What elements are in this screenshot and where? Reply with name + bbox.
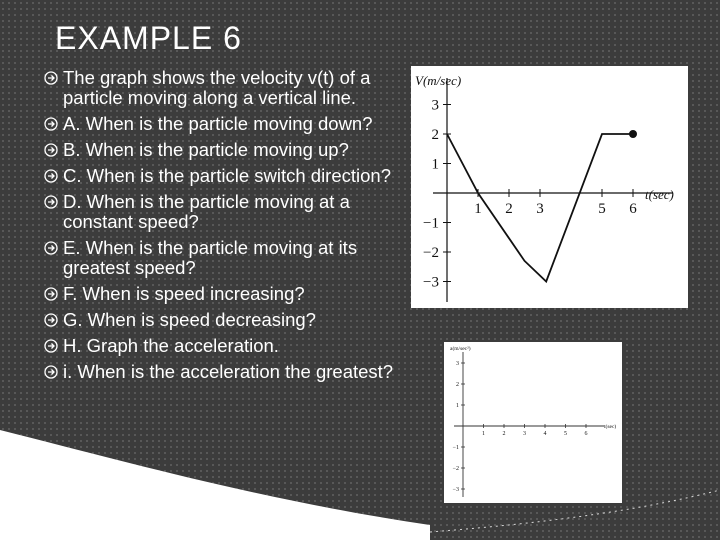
list-item [44, 336, 416, 356]
y-tick-label: 1 [431, 156, 439, 173]
circled-arrow-icon [44, 241, 58, 255]
x-tick-label: 3 [536, 201, 544, 217]
x-tick-label: 5 [598, 201, 606, 217]
velocity-graph-card [411, 66, 688, 308]
list-item [44, 284, 416, 304]
acceleration-graph-card [444, 342, 622, 503]
bullet-text: C. When is the particle switch direction? [63, 165, 391, 186]
y-tick-label: −3 [423, 274, 439, 291]
y-axis-label: a(m/sec²) [450, 346, 471, 352]
bullet-text: F. When is speed increasing? [63, 283, 305, 304]
y-tick-label: −2 [423, 245, 439, 261]
x-axis-label: t(sec) [645, 187, 674, 202]
list-item [44, 114, 416, 134]
y-tick-label: 2 [431, 127, 439, 143]
circled-arrow-icon [44, 287, 58, 301]
slide-title: EXAMPLE 6 [55, 20, 242, 56]
bullet-text: D. When is the particle moving at a constant speed? [63, 191, 350, 232]
bullet-text: E. When is the particle moving at its greatest speed? [63, 237, 358, 278]
bullet-text: H. Graph the acceleration. [63, 335, 279, 356]
circled-arrow-icon [44, 365, 58, 379]
circled-arrow-icon [44, 143, 58, 157]
y-tick-label: −2 [452, 466, 459, 472]
velocity-chart [411, 66, 688, 308]
list-item [44, 166, 416, 186]
x-tick-label: 2 [502, 431, 506, 437]
y-tick-label: −3 [452, 487, 459, 493]
x-tick-label: 1 [482, 431, 485, 437]
list-item [44, 362, 416, 382]
y-tick-label: 2 [456, 382, 459, 388]
circled-arrow-icon [44, 195, 58, 209]
list-item [44, 238, 416, 278]
endpoint-marker [629, 130, 637, 138]
question-list [44, 68, 416, 388]
circled-arrow-icon [44, 169, 58, 183]
y-axis-label: V(m/sec) [415, 73, 462, 88]
circled-arrow-icon [44, 117, 58, 131]
y-tick-label: 3 [431, 97, 439, 114]
x-tick-label: 5 [564, 431, 567, 437]
list-item [44, 68, 416, 108]
x-tick-label: 1 [474, 201, 482, 217]
acceleration-chart [444, 342, 622, 503]
circled-arrow-icon [44, 71, 58, 85]
x-tick-label: 3 [523, 431, 526, 437]
x-tick-label: 4 [543, 431, 547, 437]
bullet-text: i. When is the acceleration the greatest? [63, 361, 394, 382]
bullet-text: The graph shows the velocity v(t) of a particle moving along a vertical line. [63, 67, 371, 108]
circled-arrow-icon [44, 339, 58, 353]
x-tick-label: 6 [584, 431, 588, 437]
circled-arrow-icon [44, 313, 58, 327]
list-item [44, 192, 416, 232]
x-tick-label: 2 [505, 201, 513, 217]
y-tick-label: −1 [423, 215, 439, 232]
bullet-text: A. When is the particle moving down? [63, 113, 373, 134]
y-tick-label: 1 [456, 403, 459, 409]
bullet-text: G. When is speed decreasing? [63, 309, 316, 330]
list-item [44, 310, 416, 330]
bullet-text: B. When is the particle moving up? [63, 139, 349, 160]
x-tick-label: 6 [629, 201, 637, 217]
y-tick-label: −1 [452, 445, 459, 451]
y-tick-label: 3 [456, 361, 459, 367]
x-axis-label: t(sec) [604, 424, 617, 430]
list-item [44, 140, 416, 160]
